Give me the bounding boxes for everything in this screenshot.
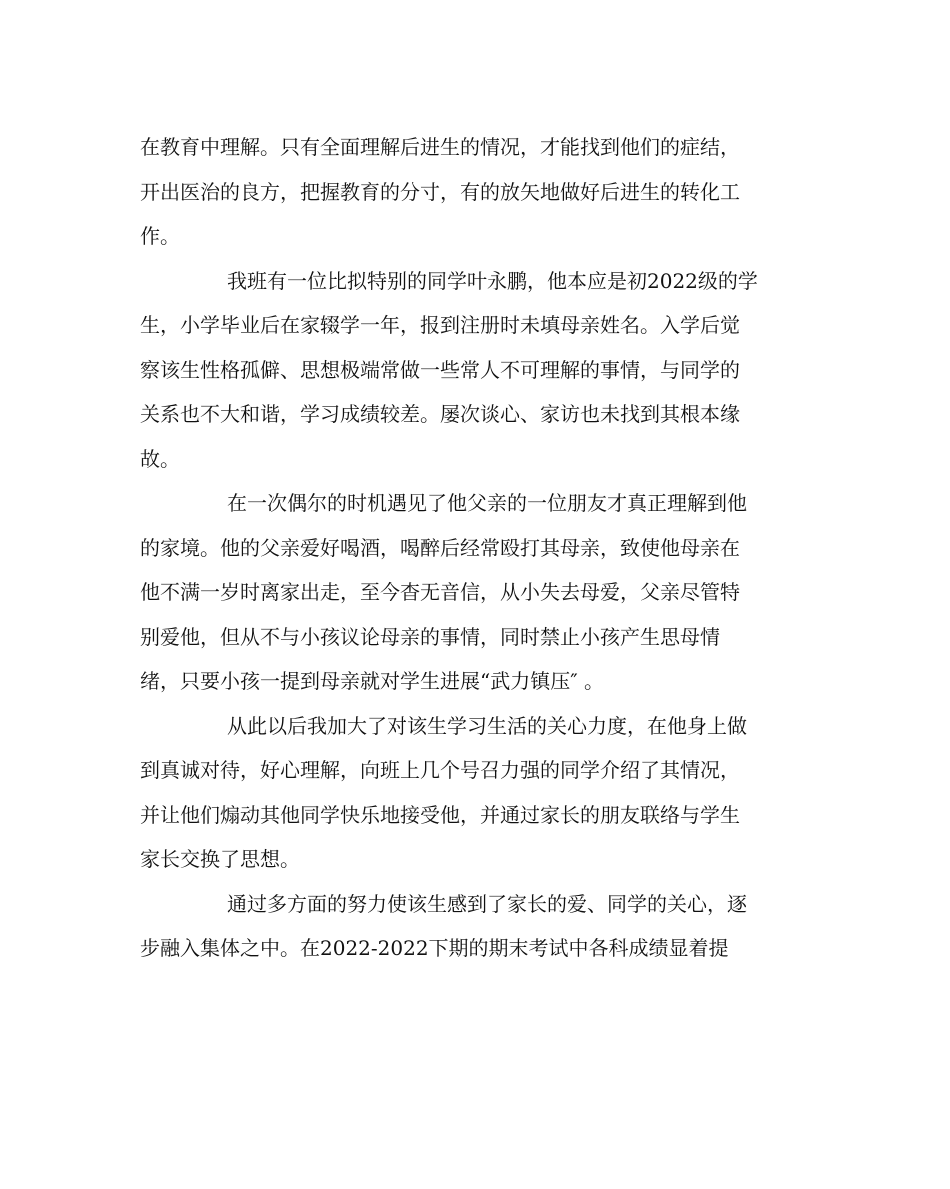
paragraph-3 — [140, 481, 810, 704]
text-line: 的家境。他的父亲爱好喝酒，喝醉后经常殴打其母亲，致使他母亲在 — [140, 535, 740, 560]
text-line: 在教育中理解。只有全面理解后进生的情况，才能找到他们的症结， — [140, 135, 740, 159]
text-line: 故。 — [140, 446, 180, 471]
text-line: 家长交换了思想。 — [140, 847, 300, 871]
text-line: 我班有一位比拟特别的同学叶永鹏，他本应是初2022级的学 — [227, 268, 758, 293]
text-line: 通过多方面的努力使该生感到了家长的爱、同学的关心，逐 — [227, 891, 747, 916]
document-body — [140, 125, 810, 971]
text-line: 在一次偶尔的时机遇见了他父亲的一位朋友才真正理解到他 — [227, 491, 747, 515]
text-line: 察该生性格孤僻、思想极端常做一些常人不可理解的事情，与同学的 — [140, 357, 740, 382]
text-line: 关系也不大和谐，学习成绩较差。屡次谈心、家访也未找到其根本缘 — [140, 402, 740, 426]
text-line: 作。 — [140, 224, 180, 248]
paragraph-5 — [140, 882, 810, 971]
text-line: 到真诚对待，好心理解，向班上几个号召力强的同学介绍了其情况， — [140, 758, 740, 782]
text-line: 开出医治的良方，把握教育的分寸，有的放矢地做好后进生的转化工 — [140, 179, 740, 204]
paragraph-2 — [140, 259, 810, 482]
text-line: 他不满一岁时离家出走，至今杳无音信，从小失去母爱，父亲尽管特 — [140, 580, 740, 604]
text-line: 从此以后我加大了对该生学习生活的关心力度，在他身上做 — [227, 713, 747, 738]
paragraph-1 — [140, 125, 810, 259]
text-line: 生，小学毕业后在家辍学一年，报到注册时未填母亲姓名。入学后觉 — [140, 313, 740, 337]
paragraph-4 — [140, 704, 810, 882]
text-line: 绪，只要小孩一提到母亲就对学生进展“武力镇压″ 。 — [140, 669, 605, 693]
text-line: 步融入集体之中。在2022-2022下期的期末考试中各科成绩显着提 — [140, 936, 729, 960]
text-line: 别爱他，但从不与小孩议论母亲的事情，同时禁止小孩产生思母情 — [140, 624, 720, 649]
text-line: 并让他们煽动其他同学快乐地接受他，并通过家长的朋友联络与学生 — [140, 802, 740, 827]
